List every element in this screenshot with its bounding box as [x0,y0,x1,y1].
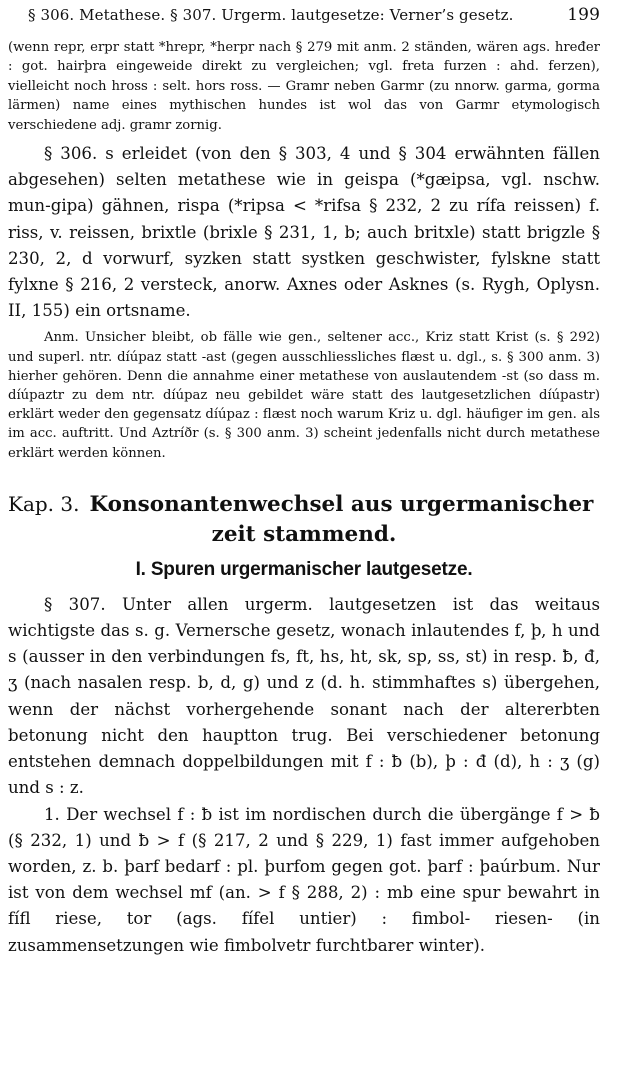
section-heading: I. Spuren urgermanischer lautgesetze. [135,558,473,580]
chapter-number: Kap. 3. [8,491,80,516]
running-head-title: § 306. Metathese. § 307. Urgerm. lautgesetze: Verner’s gesetz. [28,6,514,24]
running-head [28,4,600,26]
paragraph-307: § 307. Unter allen urgerm. lautgesetzen ist das weitaus wichtigste das s. g. Vernersche gesetz, wonach inlautendes f, þ, h und s (ausser in den verbindungen fs, ft, hs, ht, sk, sp, ss, st) in resp. ƀ, đ, ʒ (nach nasalen resp. b, d, g) und z (d. h. stimmhaftes s) übergehen, wenn der nächst vorhergehende sonant nach der altererbten betonung nicht den hauptton trug. Bei verschiedener betonung entstehen demnach doppelbildungen mit f : ƀ (b), þ : đ (d), h : ʒ (g) und s : z. [8,594,600,798]
page [8,4,600,1064]
paragraph-307-1: 1. Der wechsel f : ƀ ist im nordischen durch die übergänge f > ƀ (§ 232, 1) und ƀ > f (§ 217, 2 und § 229, 1) fast immer aufgehoben worden, z. b. þarf bedarf : pl. þurfom gegen got. þarf : þaúrbum. Nur ist von dem wechsel mf (an. > f § 288, 2) : mb eine spur bewahrt in fífl riese, tor (ags. fífel untier) : fimbol- riesen- (in zusammensetzungen wie fimbolvetr furchtbarer winter). [8,804,600,955]
chapter-title-line1: Konsonantenwechsel aus urgermanischer [89,491,594,517]
chapter-heading [8,489,600,550]
page-number: 199 [567,5,600,25]
footnote-continuation: (wenn repr, erpr statt *hrepr, *herpr nach § 279 mit anm. 2 ständen, wären ags. hređer : got. hairþra eingeweide direkt zu vergleichen; vgl. freta furzen : ahd. ferzen), vielleicht noch hross : selt. hors ross. — Gramr neben Garmr (zu nnorw. garma, gorma lärmen) name eines mythischen hundes ist wol das von Garmr etymologisch verschiedene adj. gramr zornig. [8,40,600,133]
chapter-heading-line1 [8,489,600,520]
paragraph-306: § 306. s erleidet (von den § 303, 4 und § 304 erwähnten fällen abgesehen) selten metathese wie in geispa (*gæipsa, vgl. nschw. mun-gipa) gähnen, rispa (*ripsa < *rifsa § 232, 2 zu rífa reissen) f. riss, v. reissen, brixtle (brixle § 231, 1, b; auch britxle) statt brigzle § 230, 2, d vorwurf, syzken statt systken geschwister, fylskne statt fylxne § 216, 2 versteck, anorw. Axnes oder Asknes (s. Rygh, Oplysn. II, 155) ein ortsname. [8,144,600,321]
chapter-title-line2: zeit stammend. [211,521,397,547]
annotation-306: Anm. Unsicher bleibt, ob fälle wie gen., seltener acc., Kriz statt Krist (s. § 292) und superl. ntr. díúpaz statt -ast (gegen ausschliessliches flæst u. dgl., s. § 300 anm. 3) hierher gehören. Denn die annahme einer metathese von auslautendem -st (so dass m. díúpaztr zu dem ntr. díúpaz neu gebildet wäre statt des lautgesetzlichen díúpastr) erklärt weder den gegensatz díúpaz : flæst noch warum Kriz u. dgl. häufiger im gen. als im acc. auftritt. Und Aztríðr (s. § 300 anm. 3) scheint jedenfalls nicht durch metathese erklärt werden können. [8,330,600,461]
